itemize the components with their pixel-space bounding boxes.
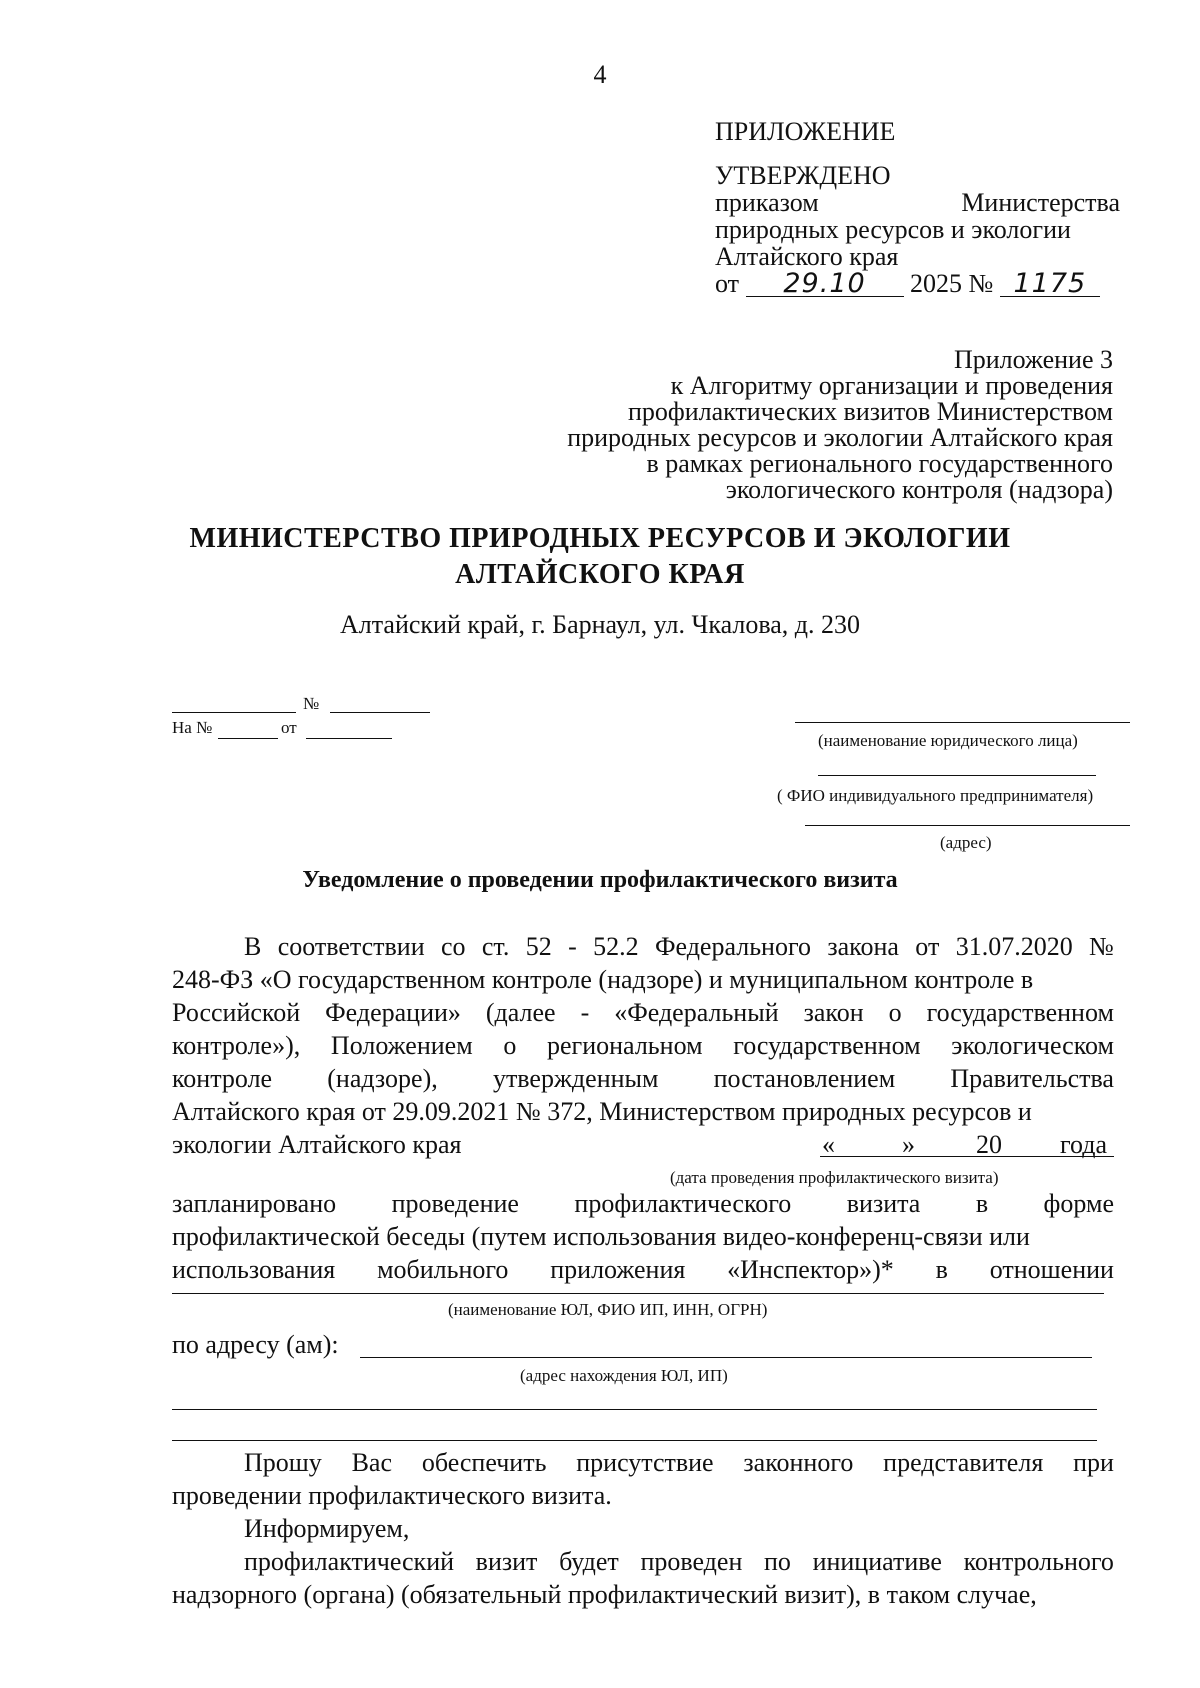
ministry-heading: [0, 521, 1200, 593]
date-year-prefix: 20: [976, 1130, 1002, 1159]
word: №: [1089, 932, 1114, 961]
entity-line: [172, 1293, 1104, 1294]
word: «Федеральный: [614, 998, 779, 1027]
word: 31.07.2020: [955, 932, 1073, 961]
word: -: [580, 998, 590, 1027]
ministry-line1: МИНИСТЕРСТВО ПРИРОДНЫХ РЕСУРСОВ И ЭКОЛОГИИ: [189, 523, 1011, 554]
approval-ministry-word: Министерства: [961, 188, 1120, 217]
date-open-quote: «: [822, 1130, 835, 1159]
p5-line2: надзорного (органа) (обязательный профилактический визит), в таком случае,: [172, 1580, 1037, 1609]
from-prefix: от: [715, 269, 740, 298]
p1-line7: [172, 1128, 1114, 1161]
word: Правительства: [950, 1064, 1114, 1093]
word: региональном: [547, 1031, 703, 1060]
word: запланировано: [172, 1189, 337, 1218]
word: о: [503, 1031, 517, 1060]
p2-line3: [172, 1253, 1114, 1286]
reg-number-line: [330, 712, 430, 713]
word: контрольного: [963, 1547, 1114, 1576]
word: профилактический: [244, 1547, 455, 1576]
word: по: [764, 1547, 791, 1576]
address-extra-line-1: [172, 1409, 1097, 1410]
reg-date-line: [172, 712, 296, 713]
word: закон: [803, 998, 864, 1027]
annex3-line: экологического контроля (надзора): [725, 475, 1113, 504]
reg-number-sign: №: [303, 694, 320, 713]
annex3-block: [567, 347, 1113, 503]
p4-line: Информируем,: [244, 1514, 410, 1543]
word: от: [915, 932, 940, 961]
word: (далее: [485, 998, 556, 1027]
approval-line2: природных ресурсов и экологии: [715, 215, 1071, 244]
reply-number-line: [218, 738, 278, 739]
address-caption: (адрес нахождения ЮЛ, ИП): [520, 1366, 728, 1385]
entity-caption: (наименование ЮЛ, ФИО ИП, ИНН, ОГРН): [448, 1300, 768, 1319]
annex3-line: природных ресурсов и экологии Алтайского края: [567, 423, 1113, 452]
p2-line2: профилактической беседы (путем использования видео-конференц-связи или: [172, 1222, 1030, 1251]
approval-line3: Алтайского края: [715, 242, 899, 271]
word: контроле»),: [172, 1031, 301, 1060]
word: будет: [559, 1547, 619, 1576]
word: Положением: [330, 1031, 473, 1060]
p1-line5: [172, 1062, 1114, 1095]
address-extra-line-2: [172, 1440, 1097, 1441]
annex3-line: в рамках регионального государственного: [646, 449, 1113, 478]
notice-title: Уведомление о проведении профилактического визита: [302, 867, 898, 893]
word: Федерации»: [325, 998, 461, 1027]
word: «Инспектор»)*: [727, 1255, 894, 1284]
address-line: [360, 1357, 1092, 1358]
word: проведен: [640, 1547, 743, 1576]
p3-line1: [172, 1446, 1114, 1479]
address-label: по адресу (ам):: [172, 1330, 339, 1359]
p1-line7-text: экологии Алтайского края: [172, 1130, 462, 1159]
word: присутствие: [576, 1448, 714, 1477]
word: -: [568, 932, 577, 961]
p1-line3: [172, 996, 1114, 1029]
approval-date-line: [715, 270, 1115, 297]
entrepreneur-caption: ( ФИО индивидуального предпринимателя): [777, 786, 1094, 805]
ministry-address: Алтайский край, г. Барнаул, ул. Чкалова, д. 230: [339, 610, 861, 639]
word: государственном: [733, 1031, 921, 1060]
appendix-heading: ПРИЛОЖЕНИЕ: [715, 117, 896, 146]
approved-heading: УТВЕРЖДЕНО: [715, 161, 891, 190]
handwritten-number: 1175: [1000, 272, 1100, 297]
recipient-address-caption: (адрес): [940, 833, 992, 852]
handwritten-date: 29.10: [746, 272, 904, 297]
recipient-address-line: [805, 825, 1130, 826]
word: профилактического: [574, 1189, 792, 1218]
word: закона: [827, 932, 899, 961]
p5-line1: [172, 1545, 1114, 1578]
word: отношении: [989, 1255, 1114, 1284]
annex3-line: Приложение 3: [953, 345, 1113, 374]
reply-date-line: [306, 738, 392, 739]
reply-prefix: На №: [172, 718, 213, 737]
p1-line4: [172, 1029, 1114, 1062]
word: Российской: [172, 998, 301, 1027]
word: Прошу: [244, 1448, 322, 1477]
word: законного: [743, 1448, 854, 1477]
annex3-line: к Алгоритму организации и проведения: [670, 371, 1113, 400]
word: В: [244, 932, 262, 961]
word: проведение: [391, 1189, 519, 1218]
word: использования: [172, 1255, 336, 1284]
word: мобильного: [377, 1255, 509, 1284]
word: (надзоре),: [327, 1064, 438, 1093]
word: представителя: [883, 1448, 1044, 1477]
word: государственном: [926, 998, 1114, 1027]
word: при: [1073, 1448, 1114, 1477]
word: инициативе: [812, 1547, 942, 1576]
word: соответствии: [277, 932, 425, 961]
word: форме: [1043, 1189, 1114, 1218]
date-close-quote: »: [902, 1130, 915, 1159]
ministry-line2: АЛТАЙСКОГО КРАЯ: [455, 559, 745, 590]
p1-line2: 248-ФЗ «О государственном контроле (надзоре) и муниципальном контроле в: [172, 965, 1034, 994]
word: визита: [846, 1189, 921, 1218]
word: визит: [475, 1547, 538, 1576]
date-year-word: года: [1060, 1130, 1108, 1159]
word: контроле: [172, 1064, 273, 1093]
word: о: [888, 998, 902, 1027]
legal-entity-line: [795, 722, 1130, 723]
p1-line1: [172, 930, 1114, 963]
word: со: [440, 932, 466, 961]
body-paragraph-1: [172, 930, 1114, 1286]
approval-number-sign: №: [968, 269, 994, 298]
approval-order-word: приказом: [715, 188, 819, 217]
word: приложения: [550, 1255, 686, 1284]
legal-entity-caption: (наименование юридического лица): [818, 731, 1078, 750]
annex3-line: профилактических визитов Министерством: [627, 397, 1113, 426]
word: Федерального: [654, 932, 811, 961]
entrepreneur-line: [818, 775, 1096, 776]
date-caption-row: [172, 1161, 1114, 1187]
p3-line2: проведении профилактического визита.: [172, 1481, 612, 1510]
word: утвержденным: [492, 1064, 659, 1093]
approval-year: 2025: [910, 269, 963, 298]
page-number: 4: [593, 60, 607, 89]
p1-line6: Алтайского края от 29.09.2021 № 372, Министерством природных ресурсов и: [172, 1097, 1032, 1126]
word: ст.: [481, 932, 510, 961]
word: 52.2: [593, 932, 639, 961]
word: 52: [525, 932, 552, 961]
body-paragraph-3: [172, 1446, 1114, 1611]
word: Вас: [351, 1448, 393, 1477]
reply-from: от: [281, 718, 297, 737]
word: в: [975, 1189, 989, 1218]
visit-date-caption: (дата проведения профилактического визита): [670, 1168, 999, 1187]
approval-block: [715, 117, 1120, 299]
word: в: [935, 1255, 948, 1284]
word: постановлением: [713, 1064, 896, 1093]
word: экологическом: [951, 1031, 1114, 1060]
word: обеспечить: [421, 1448, 547, 1477]
